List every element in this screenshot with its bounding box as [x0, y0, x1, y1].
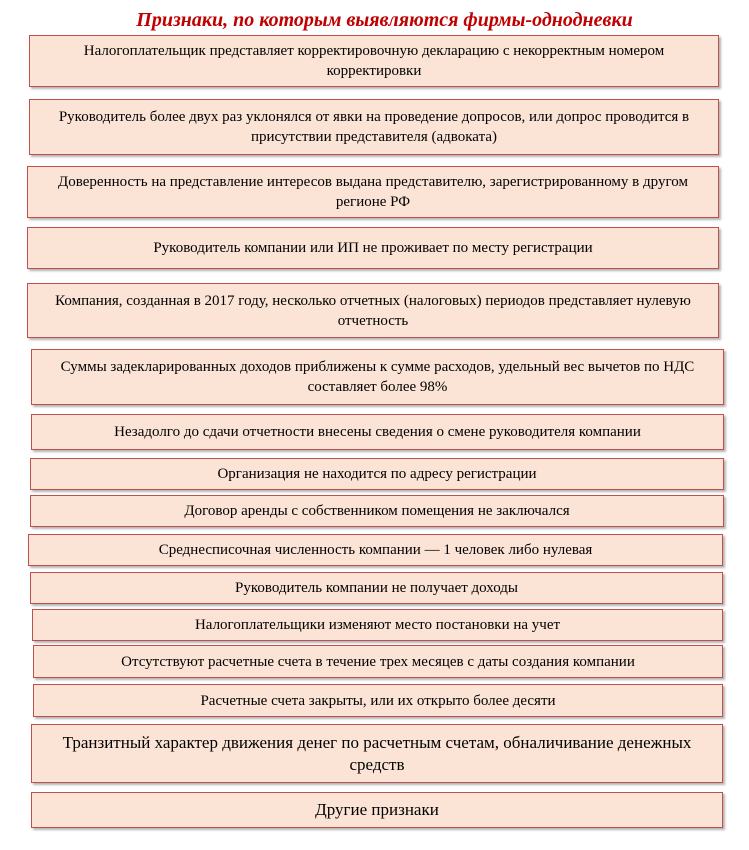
sign-text: Руководитель компании не получает доходы [235, 580, 518, 596]
sign-box [30, 495, 724, 527]
sign-box [31, 349, 724, 405]
sign-box [28, 534, 723, 566]
sign-text: Налогоплательщики изменяют место постановки на учет [194, 617, 561, 633]
sign-box [31, 724, 723, 783]
sign-text: Суммы задекларированных доходов приближены к сумме расходов, удельный вес вычетов по НДС составляет более 98% [60, 359, 695, 395]
sign-text: Отсутствуют расчетные счета в течение трех месяцев с даты создания компании [121, 653, 635, 670]
sign-text: Компания, созданная в 2017 году, несколько отчетных (налоговых) периодов представляет нулевую отчетность [55, 292, 691, 329]
diagram-title: Признаки, по которым выявляются фирмы-однодневки [136, 9, 633, 31]
sign-text: Расчетные счета закрыты, или их открыто более десяти [200, 692, 556, 709]
sign-text: Руководитель более двух раз уклонялся от явки на проведение допросов, или допрос проводится в присутствии представителя (адвоката) [58, 109, 690, 145]
sign-text: Организация не находится по адресу регистрации [217, 466, 537, 482]
sign-box [27, 283, 719, 338]
sign-text: Руководитель компании или ИП не проживает по месту регистрации [153, 240, 593, 256]
sign-box [27, 227, 719, 269]
sign-text: Доверенность на представление интересов выдана представителю, зарегистрированному в другом регионе РФ [58, 174, 688, 210]
sign-text: Другие признаки [315, 800, 439, 819]
sign-box [29, 35, 719, 87]
sign-box [30, 458, 724, 490]
sign-text: Транзитный характер движения денег по расчетным счетам, обналичивание денежных средств [62, 732, 692, 774]
sign-box [31, 792, 723, 828]
sign-box [32, 609, 723, 641]
sign-box [33, 645, 723, 678]
sign-box [30, 572, 723, 604]
sign-box [31, 414, 724, 450]
sign-text: Договор аренды с собственником помещения не заключался [184, 503, 570, 519]
sign-text: Среднесписочная численность компании — 1 человек либо нулевая [158, 542, 593, 558]
sign-text: Незадолго до сдачи отчетности внесены сведения о смене руководителя компании [114, 424, 641, 440]
sign-box [33, 684, 723, 717]
sign-box [29, 99, 719, 155]
sign-text: Налогоплательщик представляет корректировочную декларацию с некорректным номером корректировки [83, 43, 665, 79]
sign-box [27, 166, 719, 218]
